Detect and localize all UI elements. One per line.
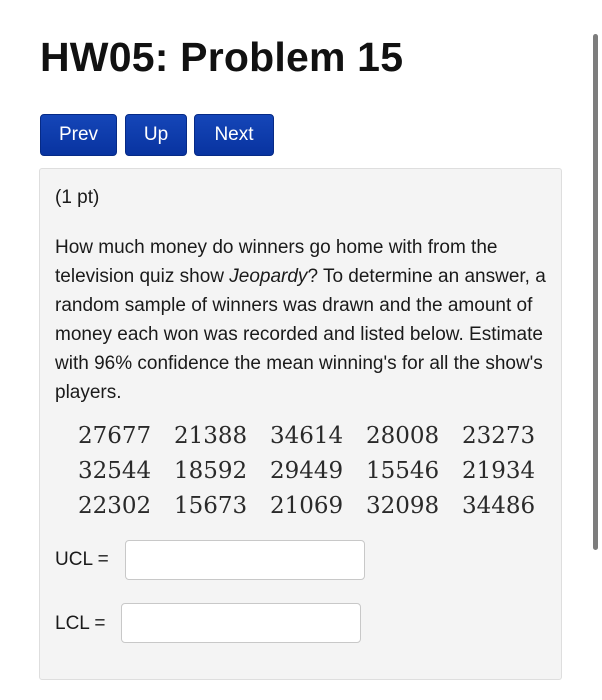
prev-button[interactable]: Prev (40, 114, 117, 156)
page-title: HW05: Problem 15 (40, 34, 404, 80)
data-value: 15673 (174, 493, 248, 519)
data-row (78, 489, 558, 524)
question-text-end: ? To determine an answer, a random sample of winners was drawn and the amount of money each won was recorded and listed below. Estimate with 96% confidence the mean winning's for all the show's players. (55, 266, 546, 403)
scrollbar[interactable] (593, 34, 598, 550)
data-value: 21388 (174, 423, 248, 449)
ucl-label: UCL = (55, 549, 109, 570)
next-button[interactable]: Next (194, 114, 274, 156)
question-text (55, 233, 555, 407)
up-button[interactable]: Up (125, 114, 187, 156)
data-table (78, 419, 558, 524)
data-value: 34614 (270, 423, 344, 449)
data-row (78, 454, 558, 489)
data-row (78, 419, 558, 454)
data-value: 21069 (270, 493, 344, 519)
points-label: (1 pt) (55, 187, 100, 208)
data-value: 28008 (366, 423, 440, 449)
data-value: 21934 (462, 458, 536, 484)
data-value: 27677 (78, 423, 152, 449)
data-value: 18592 (174, 458, 248, 484)
data-value: 34486 (462, 493, 536, 519)
data-value: 32098 (366, 493, 440, 519)
ucl-input[interactable] (125, 540, 365, 580)
data-value: 22302 (78, 493, 152, 519)
data-value: 32544 (78, 458, 152, 484)
lcl-label: LCL = (55, 613, 106, 634)
show-name: Jeopardy (229, 266, 308, 287)
problem-panel (39, 168, 562, 680)
data-value: 15546 (366, 458, 440, 484)
lcl-input[interactable] (121, 603, 361, 643)
question-text-start: How much money do winners go home with from the television quiz show (55, 237, 498, 287)
data-value: 23273 (462, 423, 536, 449)
data-value: 29449 (270, 458, 344, 484)
